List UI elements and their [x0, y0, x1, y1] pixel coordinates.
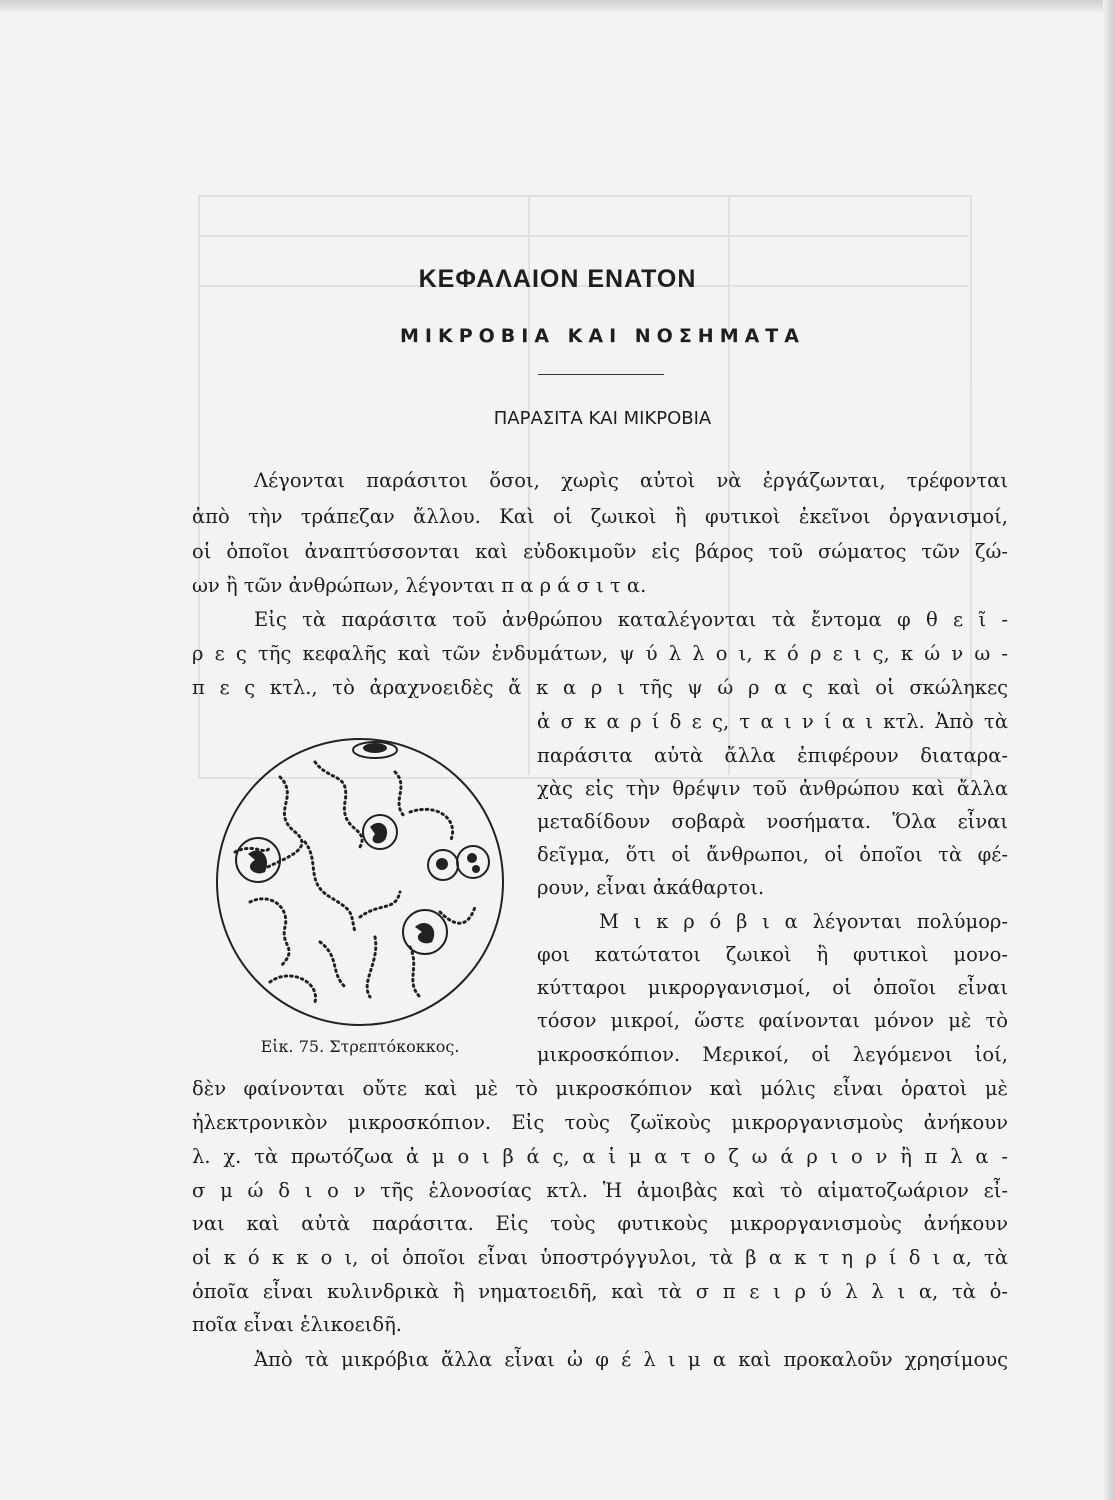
- text-line: σ μ ώ δ ι ο ν τῆς ἑλονοσίας κτλ. Ἡ ἀμοιβὰς καὶ τὸ αἱματοζωάριον εἶ-: [192, 1179, 1008, 1202]
- text-line: ἀ σ κ α ρ ί δ ε ς, τ α ι ν ί α ι κτλ. Ἀπὸ τὰ: [537, 710, 1008, 733]
- section-title: ΠΑΡΑΣΙΤΑ ΚΑΙ ΜΙΚΡΟΒΙΑ: [493, 408, 712, 429]
- text-line: Μ ι κ ρ ό β ι α λέγονται πολύμορ-: [599, 910, 1008, 933]
- text-line: τόσον μικροί, ὥστε φαίνονται μόνον μὲ τὸ: [537, 1009, 1008, 1032]
- text-line: οἱ ὁποῖοι ἀναπτύσσονται καὶ εὐδοκιμοῦν εἰς βάρος τοῦ σώματος τῶν ζώ-: [192, 540, 1008, 563]
- text-line: παράσιτα αὐτὰ ἄλλα ἐπιφέρουν διαταρα-: [537, 744, 1008, 767]
- text-line: Λέγονται παράσιτοι ὅσοι, χωρὶς αὐτοὶ νὰ ἐργάζωνται, τρέφονται: [254, 469, 1008, 492]
- text-line: φοι κατώτατοι ζωικοὶ ἢ φυτικοὶ μονο-: [537, 943, 1008, 966]
- text-line: μικροσκόπιον. Μερικοί, οἱ λεγόμενοι ἰοί,: [537, 1043, 1008, 1066]
- text-line: λ. χ. τὰ πρωτόζωα ἀ μ ο ι β ά ς, α ἱ μ α τ ο ζ ω ά ρ ι ο ν ἢ π λ α -: [192, 1145, 1008, 1168]
- text-line: Ἀπὸ τὰ μικρόβια ἄλλα εἶναι ὠ φ έ λ ι μ α καὶ προκαλοῦν χρησίμους: [254, 1348, 1008, 1371]
- streptococcus-figure: [210, 732, 510, 1032]
- text-line: ὁποῖα εἶναι κυλινδρικὰ ἢ νηματοειδῆ, καὶ τὰ σ π ε ι ρ ύ λ λ ι α, τὰ ὁ-: [192, 1280, 1008, 1303]
- text-line: δὲν φαίνονται οὔτε καὶ μὲ τὸ μικροσκόπιον καὶ μόλις εἶναι ὁρατοὶ μὲ: [192, 1077, 1008, 1100]
- text-line: π ε ς κτλ., τὸ ἀραχνοειδὲς ἄ κ α ρ ι τῆς ψ ώ ρ α ς καὶ οἱ σκώληκες: [192, 676, 1008, 699]
- text-line: ρ ε ς τῆς κεφαλῆς καὶ τῶν ἐνδυμάτων, ψ ύ λ λ ο ι, κ ό ρ ε ι ς, κ ώ ν ω -: [192, 642, 1008, 665]
- text-line: κύτταροι μικροργανισμοί, οἱ ὁποῖοι εἶναι: [537, 976, 1008, 999]
- text-line: δεῖγμα, ὅτι οἱ ἄνθρωποι, οἱ ὁποῖοι τὰ φέ-: [537, 843, 1008, 866]
- streptococcus-chains: [235, 762, 475, 1002]
- page-edge-top: [0, 0, 1115, 14]
- text-line: Εἰς τὰ παράσιτα τοῦ ἀνθρώπου καταλέγονται τὰ ἔντομα φ θ ε ῖ -: [254, 608, 1008, 631]
- text-line: χὰς εἰς τὴν θρέψιν τοῦ ἀνθρώπου καὶ ἄλλα: [537, 777, 1008, 800]
- cells: [236, 742, 489, 954]
- text-line: ἀπὸ τὴν τράπεζαν ἄλλου. Καὶ οἱ ζωικοὶ ἢ φυτικοὶ ἐκεῖνοι ὀργανισμοί,: [192, 505, 1008, 528]
- text-line: οἱ κ ό κ κ ο ι, οἱ ὁποῖοι εἶναι ὑποστρόγγυλοι, τὰ β α κ τ η ρ ί δ ι α, τὰ: [192, 1246, 1008, 1269]
- title-rule: [538, 374, 664, 375]
- figure-caption: Εἰκ. 75. Στρεπτόκοκκος.: [260, 1037, 460, 1056]
- chapter-title: ΚΕΦΑΛΑΙΟΝ ΕΝΑΤΟΝ: [418, 265, 697, 293]
- text-line: ων ἢ τῶν ἀνθρώπων, λέγονται π α ρ ά σ ι τ α.: [192, 574, 647, 597]
- page-edge-right: [1103, 0, 1115, 1500]
- text-line: ρουν, εἶναι ἀκάθαρτοι.: [537, 876, 765, 899]
- text-line: ναι καὶ αὐτὰ παράσιτα. Εἰς τοὺς φυτικοὺς μικροργανισμοὺς ἀνήκουν: [192, 1212, 1008, 1235]
- chapter-subtitle: ΜΙΚΡΟΒΙΑ ΚΑΙ ΝΟΣΗΜΑΤΑ: [400, 325, 805, 347]
- text-line: μεταδίδουν σοβαρὰ νοσήματα. Ὅλα εἶναι: [537, 810, 1008, 833]
- text-line: ἠλεκτρονικὸν μικροσκόπιον. Εἰς τοὺς ζωϊκοὺς μικροργανισμοὺς ἀνήκουν: [192, 1111, 1008, 1134]
- text-line: ποῖα εἶναι ἑλικοειδῆ.: [192, 1313, 402, 1336]
